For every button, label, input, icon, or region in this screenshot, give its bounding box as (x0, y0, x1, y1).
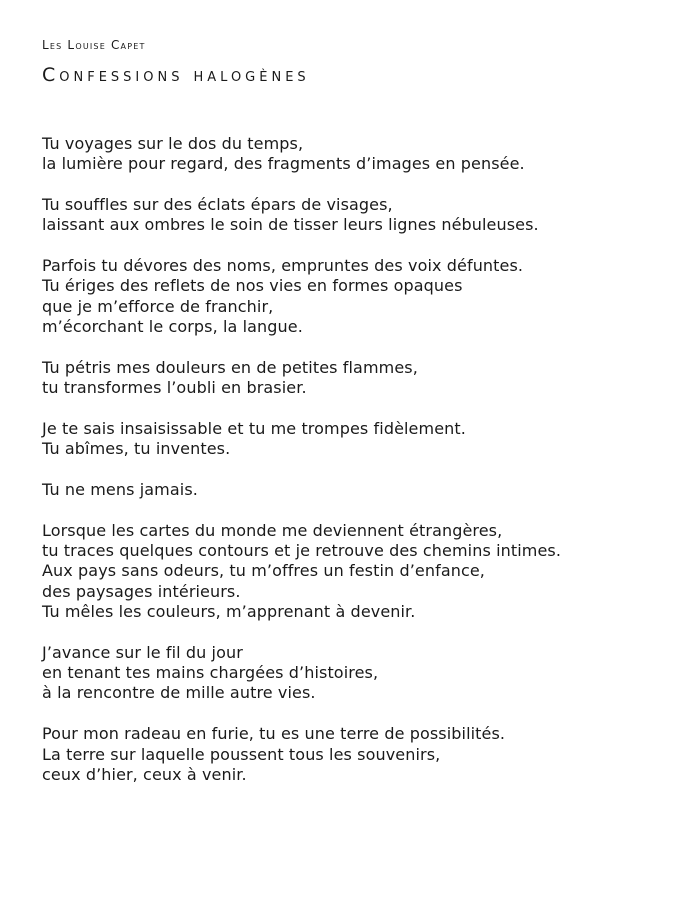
poem-stanza (42, 724, 682, 785)
poem-line: des paysages intérieurs. (42, 581, 241, 601)
poem-line: Tu ériges des reflets de nos vies en formes opaques (42, 276, 463, 296)
poem-line: Lorsque les cartes du monde me deviennent étrangères, (42, 520, 503, 540)
poem-line: tu traces quelques contours et je retrouve des chemins intimes. (42, 541, 562, 561)
poem-body (42, 134, 682, 806)
poem-title: Confessions halogènes (42, 64, 310, 86)
poem-line: Tu abîmes, tu inventes. (42, 439, 231, 459)
poem-stanza (42, 134, 682, 175)
poem-line: ceux d’hier, ceux à venir. (42, 764, 247, 784)
poem-line: laissant aux ombres le soin de tisser leurs lignes nébuleuses. (42, 215, 539, 235)
poem-line: Aux pays sans odeurs, tu m’offres un festin d’enfance, (42, 561, 485, 581)
poem-line: en tenant tes mains chargées d’histoires, (42, 663, 379, 683)
poem-line: que je m’efforce de franchir, (42, 296, 274, 316)
poem-stanza (42, 480, 682, 500)
poem-line: La terre sur laquelle poussent tous les souvenirs, (42, 744, 441, 764)
poem-line: Tu voyages sur le dos du temps, (42, 134, 304, 153)
poem-line: tu transformes l’oubli en brasier. (42, 378, 307, 398)
poem-stanza (42, 643, 682, 704)
poem-line: la lumière pour regard, des fragments d’images en pensée. (42, 154, 525, 174)
poem-line: m’écorchant le corps, la langue. (42, 317, 303, 337)
poem-line: Tu pétris mes douleurs en de petites flammes, (42, 357, 418, 377)
poem-line: à la rencontre de mille autre vies. (42, 683, 316, 703)
poem-line: J’avance sur le fil du jour (42, 642, 243, 662)
poem-stanza (42, 358, 682, 399)
poem-line: Parfois tu dévores des noms, empruntes des voix défuntes. (42, 256, 524, 276)
poem-stanza (42, 195, 682, 236)
poem-line: Tu souffles sur des éclats épars de visages, (42, 195, 393, 215)
poem-stanza (42, 419, 682, 460)
poem-stanza (42, 521, 682, 622)
poem-line: Pour mon radeau en furie, tu es une terre de possibilités. (42, 724, 506, 744)
poem-stanza (42, 256, 682, 337)
poem-line: Tu mêles les couleurs, m’apprenant à devenir. (42, 602, 416, 622)
poem-line: Je te sais insaisissable et tu me trompes fidèlement. (42, 418, 466, 438)
poem-line: Tu ne mens jamais. (42, 480, 198, 500)
author-name: Les Louise Capet (42, 38, 146, 52)
